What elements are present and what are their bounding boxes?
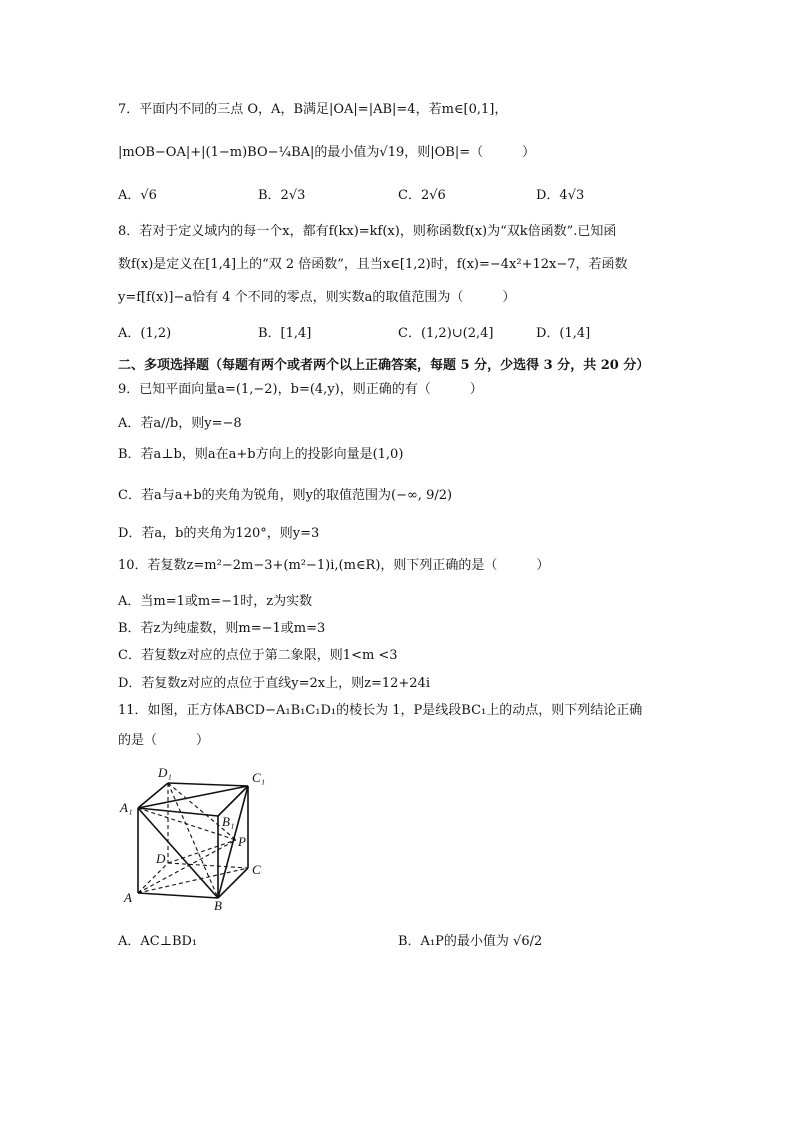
q7-option-b: B．2√3: [258, 188, 306, 203]
label-c: C: [252, 862, 261, 877]
q7-option-a: A．√6: [118, 188, 157, 203]
q8-option-d: D．(1,4]: [536, 326, 591, 341]
q10-option-d: D．若复数z对应的点位于直线y=2x上，则z=12+24i: [118, 676, 430, 691]
label-d: D: [156, 851, 166, 866]
q10-option-b: B．若z为纯虚数，则m=−1或m=3: [118, 621, 326, 636]
q8-stem-line3: y=f[f(x)]−a恰有 4 个不同的零点，则实数a的取值范围为（ ）: [118, 290, 516, 305]
q11-stem-line1: 11．如图，正方体ABCD−A₁B₁C₁D₁的棱长为 1，P是线段BC₁上的动点，则下列结论正确: [118, 703, 643, 718]
edge-ab: [138, 893, 218, 898]
q11-option-b: B．A₁P的最小值为 √6/2: [398, 934, 543, 949]
label-p: P: [238, 834, 246, 849]
diag-ac-hidden: [138, 868, 248, 893]
cube-figure: [118, 760, 278, 910]
q7-option-c: C．2√6: [398, 188, 446, 203]
q7-stem-line1: 7．平面内不同的三点 O，A，B满足|OA|=|AB|=4，若m∈[0,1]，: [118, 102, 508, 117]
q8-option-b: B．[1,4]: [258, 326, 312, 341]
seg-dp-hidden: [168, 840, 236, 863]
label-d1: D₁: [158, 765, 172, 780]
q8-stem-line2: 数f(x)是定义在[1,4]上的“双 2 倍函数”，且当x∈[1,2)时，f(x)=−4x²+12x−7，若函数: [118, 257, 628, 272]
label-a1: A₁: [120, 800, 133, 815]
q8-option-a: A．(1,2): [118, 326, 172, 341]
q10-option-c: C．若复数z对应的点位于第二象限，则1<m <3: [118, 648, 398, 663]
q9-option-a: A．若a//b，则y=−8: [118, 416, 242, 431]
label-a: A: [124, 890, 132, 905]
q11-option-a: A．AC⊥BD₁: [118, 934, 198, 949]
diag-a1c1: [138, 786, 248, 808]
q11-stem-line2: 的是（ ）: [118, 733, 210, 748]
q9-option-c: C．若a与a+b的夹角为锐角，则y的取值范围为(−∞, 9/2): [118, 488, 453, 503]
edge-d1c1: [168, 783, 248, 786]
q7-option-d: D．4√3: [536, 188, 585, 203]
q9-option-b: B．若a⊥b，则a在a+b方向上的投影向量是(1,0): [118, 447, 404, 462]
label-c1: C₁: [252, 770, 266, 785]
q7-stem-line2: |mOB−OA|+|(1−m)BO−¼BA|的最小值为√19，则|OB|=（ ）: [118, 145, 536, 160]
q9-stem: 9．已知平面向量a=(1,−2)，b=(4,y)，则正确的有（ ）: [118, 382, 483, 397]
edge-ad-hidden: [138, 863, 168, 893]
label-b1: B₁: [222, 814, 235, 829]
edge-dc-hidden: [168, 863, 248, 868]
section-heading-multiple-choice: 二、多项选择题（每题有两个或者两个以上正确答案，每题 5 分，少选得 3 分，共 20 分）: [118, 358, 650, 373]
q8-stem-line1: 8．若对于定义域内的每一个x，都有f(kx)=kf(x)，则称函数f(x)为“双k倍函数”.已知函: [118, 224, 617, 239]
q8-option-c: C．(1,2)∪(2,4]: [398, 326, 494, 341]
q10-option-a: A．当m=1或m=−1时，z为实数: [118, 594, 313, 609]
label-b: B: [214, 898, 222, 910]
q10-stem: 10．若复数z=m²−2m−3+(m²−1)i,(m∈R)，则下列正确的是（ ）: [118, 558, 550, 573]
q9-option-d: D．若a，b的夹角为120°，则y=3: [118, 526, 320, 541]
